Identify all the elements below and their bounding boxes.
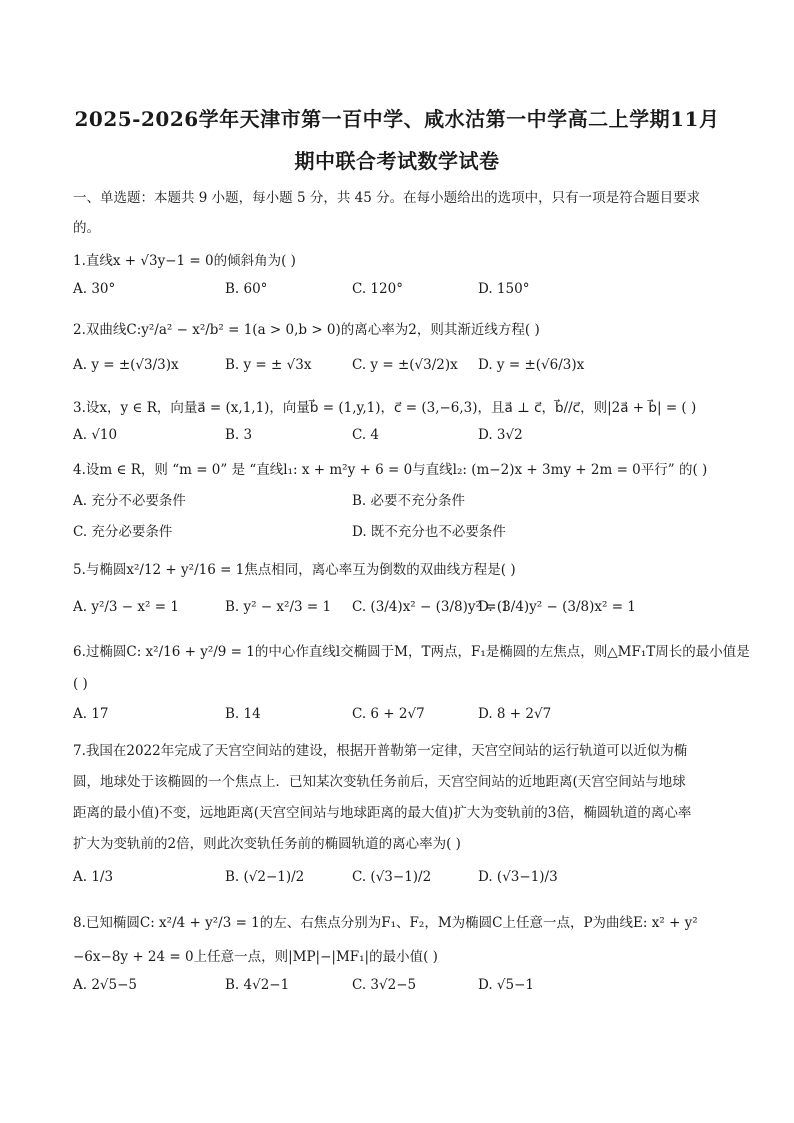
question-2-option-b: B. y = ± √3x — [225, 357, 312, 373]
question-1-stem: 1.直线x + √3y−1 = 0的倾斜角为( ) — [73, 253, 296, 269]
question-1-option-d: D. 150° — [478, 281, 530, 297]
question-4-option-b: B. 必要不充分条件 — [352, 493, 466, 509]
question-7-stem-line-2: 圆，地球处于该椭圆的一个焦点上．已知某次变轨任务前后，天宫空间站的近地距离(天宫空间站与地球 — [73, 774, 686, 790]
question-4-option-d: D. 既不充分也不必要条件 — [352, 524, 506, 540]
question-7-stem-line-4: 扩大为变轨前的2倍，则此次变轨任务前的椭圆轨道的离心率为( ) — [73, 836, 461, 852]
question-2-option-c: C. y = ±(√3/2)x — [352, 357, 458, 373]
question-4-option-c: C. 充分必要条件 — [73, 524, 173, 540]
question-3-option-a: A. √10 — [73, 427, 118, 443]
question-8-stem-line-2: −6x−8y + 24 = 0上任意一点，则|MP|−|MF₁|的最小值( ) — [73, 949, 438, 965]
exam-title-line-1: 2025-2026学年天津市第一百中学、咸水沽第一中学高二上学期11月 — [74, 107, 720, 131]
question-6-option-b: B. 14 — [225, 706, 261, 722]
question-5-option-d: D. (3/4)y² − (3/8)x² = 1 — [478, 599, 636, 615]
question-3-option-b: B. 3 — [225, 427, 253, 443]
question-6-option-a: A. 17 — [73, 706, 109, 722]
question-8-option-c: C. 3√2−5 — [352, 977, 417, 993]
question-8-option-b: B. 4√2−1 — [225, 977, 290, 993]
question-3-stem: 3.设x，y ∈ R，向量a⃗ = (x,1,1)，向量b⃗ = (1,y,1)，c⃗ = (3,−6,3)，且a⃗ ⊥ c⃗，b⃗//c⃗，则|2a⃗ + b⃗| = ( ) — [73, 400, 697, 416]
section-heading: 一、单选题：本题共 9 小题，每小题 5 分，共 45 分。在每小题给出的选项中，只有一项是符合题目要求 — [73, 190, 701, 206]
question-5-stem: 5.与椭圆x²/12 + y²/16 = 1焦点相同，离心率互为倒数的双曲线方程是( ) — [73, 562, 516, 578]
question-3-option-d: D. 3√2 — [478, 427, 523, 443]
question-1-option-a: A. 30° — [73, 281, 116, 297]
question-2-option-d: D. y = ±(√6/3)x — [478, 357, 585, 373]
question-6-stem: 6.过椭圆C: x²/16 + y²/9 = 1的中心作直线l交椭圆于M，T两点，F₁是椭圆的左焦点，则△MF₁T周长的最小值是 — [73, 644, 750, 660]
question-6-option-c: C. 6 + 2√7 — [352, 706, 425, 722]
question-2-option-a: A. y = ±(√3/3)x — [73, 357, 179, 373]
exam-title-line-2: 期中联合考试数学试卷 — [294, 149, 500, 173]
question-1-option-c: C. 120° — [352, 281, 403, 297]
question-3-option-c: C. 4 — [352, 427, 380, 443]
question-5-option-c: C. (3/4)x² − (3/8)y² = 1 — [352, 599, 510, 615]
question-7-option-c: C. (√3−1)/2 — [352, 869, 432, 885]
question-8-option-a: A. 2√5−5 — [73, 977, 138, 993]
question-7-option-b: B. (√2−1)/2 — [225, 869, 305, 885]
question-7-stem-line-1: 7.我国在2022年完成了天宫空间站的建设，根据开普勒第一定律，天宫空间站的运行轨道可以近似为椭 — [73, 743, 688, 759]
question-4-stem: 4.设m ∈ R，则 “m = 0” 是 “直线l₁: x + m²y + 6 = 0与直线l₂: (m−2)x + 3my + 2m = 0平行” 的( ) — [73, 462, 708, 478]
question-1-option-b: B. 60° — [225, 281, 268, 297]
question-2-stem: 2.双曲线C:y²/a² − x²/b² = 1(a > 0,b > 0)的离心率为2，则其渐近线方程( ) — [73, 322, 540, 338]
section-heading-cont: 的。 — [73, 220, 100, 236]
question-8-stem-line-1: 8.已知椭圆C: x²/4 + y²/3 = 1的左、右焦点分别为F₁、F₂，M为椭圆C上任意一点，P为曲线E: x² + y² — [73, 915, 698, 931]
question-5-option-a: A. y²/3 − x² = 1 — [73, 599, 179, 615]
question-6-option-d: D. 8 + 2√7 — [478, 706, 552, 722]
question-5-option-b: B. y² − x²/3 = 1 — [225, 599, 332, 615]
question-8-option-d: D. √5−1 — [478, 977, 535, 993]
question-7-stem-line-3: 距离的最小值)不变，远地距离(天宫空间站与地球距离的最大值)扩大为变轨前的3倍，椭圆轨道的离心率 — [73, 805, 692, 821]
question-6-stem-cont: ( ) — [73, 676, 88, 692]
question-4-option-a: A. 充分不必要条件 — [73, 493, 186, 509]
question-7-option-d: D. (√3−1)/3 — [478, 869, 558, 885]
question-7-option-a: A. 1/3 — [73, 869, 114, 885]
